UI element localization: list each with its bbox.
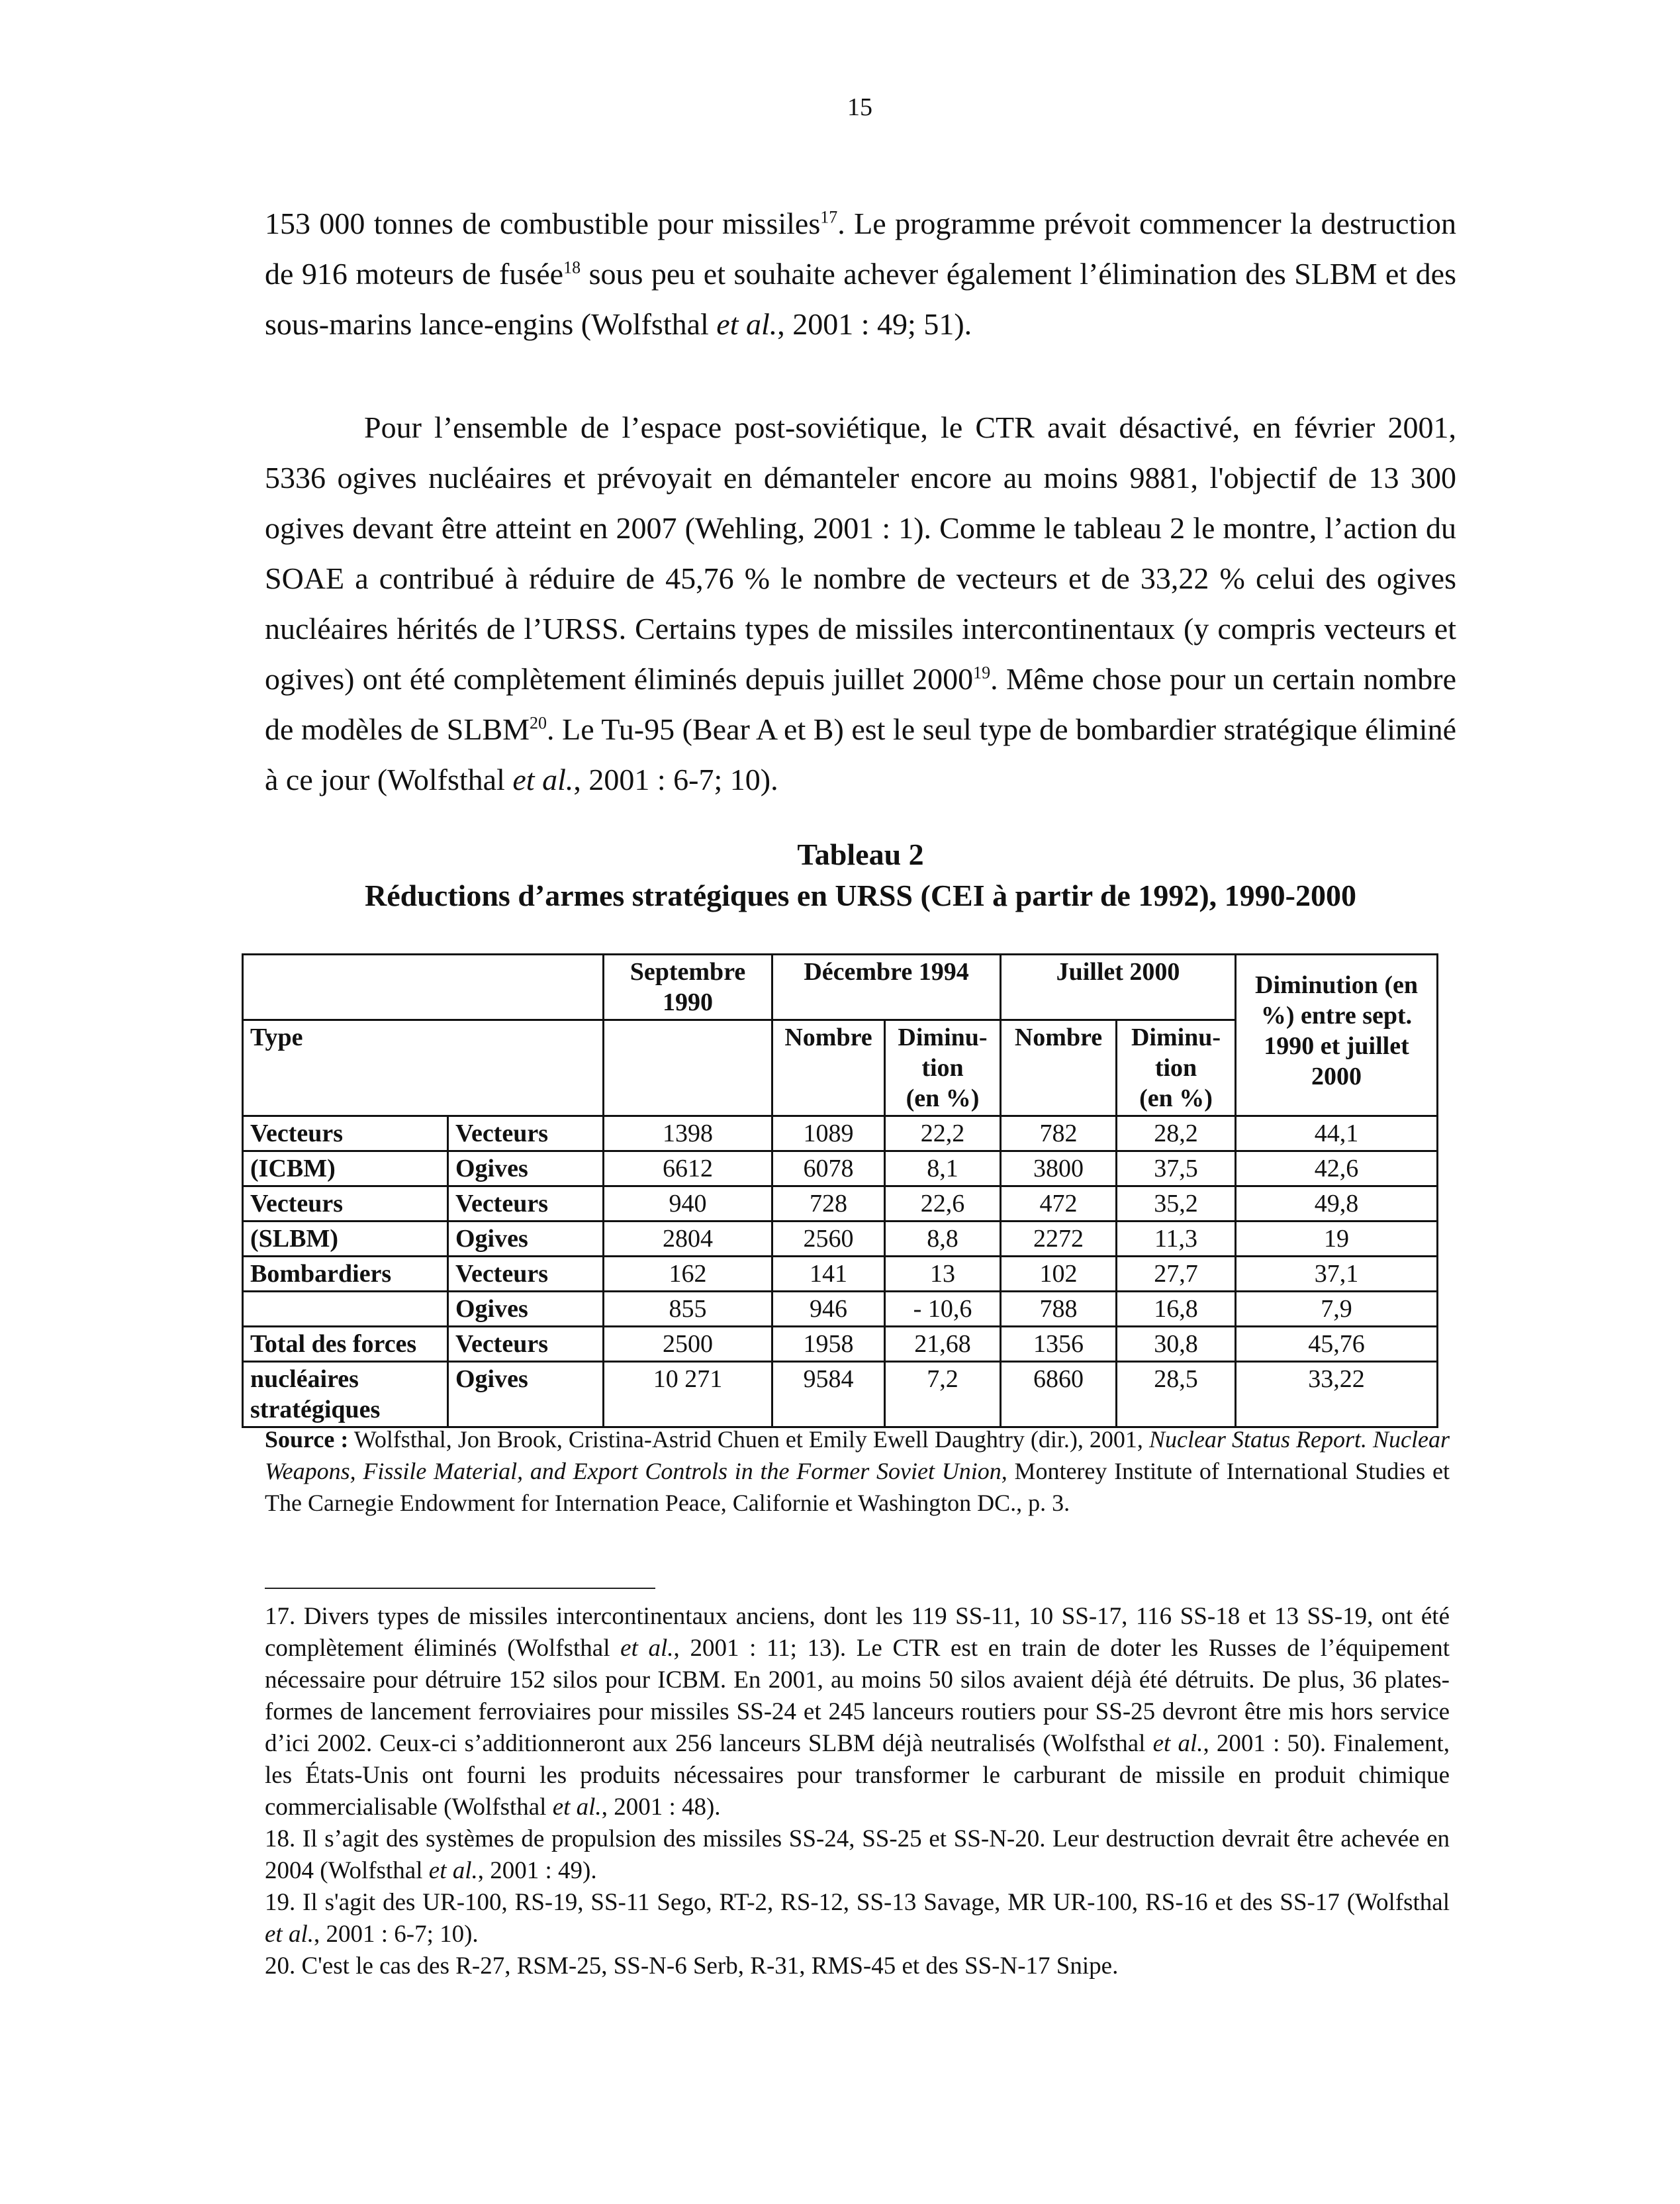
row-kind-label: Vecteurs (449, 1117, 604, 1152)
footnote-text: , 2001 : 6-7; 10). (313, 1921, 479, 1948)
table-row (244, 1222, 1438, 1257)
text-run: 153 000 tonnes de combustible pour missiles (265, 207, 821, 240)
subheader-text: Diminu- (1131, 1024, 1221, 1051)
footnote-text: 19. Il s'agit des UR-100, RS-19, SS-11 Sego, RT-2, RS-12, SS-13 Savage, MR UR-100, RS-16 et des SS-17 (Wolfsthal (265, 1889, 1450, 1916)
footnote-text: , 2001 : 48). (601, 1794, 721, 1821)
cell-dec-1994-nombre: 1089 (773, 1117, 886, 1152)
table-title: Réductions d’armes stratégiques en URSS (CEI à partir de 1992), 1990-2000 (365, 879, 1356, 912)
source-italic-title: Nuclear Status Report. Nuclear Weapons, Fissile Material, and Export Controls in the Former Soviet Union, (265, 1426, 1450, 1484)
footnote-text: 18. Il s’agit des systèmes de propulsion des missiles SS-24, SS-25 et SS-N-20. Leur destruction devrait être achevée en 2004 (Wolfsthal (265, 1825, 1450, 1884)
text-run: , 2001 : 49; 51). (777, 307, 972, 341)
cell-sept-1990: 2500 (604, 1327, 773, 1363)
source-text: Monterey Institute of International Studies et The Carnegie Endowment for Internation Peace, Californie et Washington DC., p. 3. (265, 1458, 1450, 1516)
cell-jul-2000-nombre: 6860 (1002, 1363, 1117, 1428)
header-type: Type (244, 1021, 604, 1117)
cell-jul-2000-diminution: 28,2 (1117, 1117, 1237, 1152)
cell-dec-1994-diminution: 22,6 (886, 1187, 1002, 1222)
cell-sept-1990: 855 (604, 1292, 773, 1327)
cell-sept-1990: 10 271 (604, 1363, 773, 1428)
footnote-separator (265, 1588, 655, 1589)
header-empty-cell (244, 955, 604, 1021)
row-group-label: Total des forces (244, 1327, 449, 1363)
row-kind-label: Vecteurs (449, 1257, 604, 1292)
cell-diminution-total: 44,1 (1237, 1117, 1438, 1152)
subheader-diminution-1994 (886, 1021, 1002, 1117)
cell-diminution-total: 49,8 (1237, 1187, 1438, 1222)
row-group-label (244, 1292, 449, 1327)
cell-jul-2000-diminution: 30,8 (1117, 1327, 1237, 1363)
text-run: , 2001 : 6-7; 10). (573, 763, 778, 796)
row-group-label: Vecteurs (244, 1117, 449, 1152)
footnotes (265, 1601, 1450, 1982)
header-jul-2000: Juillet 2000 (1002, 955, 1237, 1021)
table-row (244, 1292, 1438, 1327)
cell-dec-1994-diminution: 13 (886, 1257, 1002, 1292)
cell-dec-1994-nombre: 728 (773, 1187, 886, 1222)
italic-citation: et al. (512, 763, 574, 796)
footnote-ref-17: 17 (820, 207, 838, 227)
footnote-text: , 2001 : 49). (477, 1857, 597, 1884)
cell-jul-2000-diminution: 37,5 (1117, 1152, 1237, 1187)
footnote-20 (265, 1950, 1450, 1982)
subheader-nombre-1994: Nombre (773, 1021, 886, 1117)
table-label: Tableau 2 (797, 838, 924, 871)
header-sept-1990: Septembre 1990 (604, 955, 773, 1021)
footnote-text: , 2001 : 11; 13). Le CTR est en train de doter les Russes de l’équipement nécessaire pour détruire 152 silos pour ICBM. En 2001, au moins 50 silos avaient déjà été détruits. De plus, 36 plates-formes de lancement ferroviaires pour missiles SS-24 et 245 lanceurs routiers pour SS-25 devront être mis hors service d’ici 2002. Ceux-ci s’additionneront aux 256 lanceurs SLBM déjà neutralisés (Wolfsthal (265, 1635, 1450, 1757)
cell-dec-1994-diminution: 7,2 (886, 1363, 1002, 1428)
footnote-17 (265, 1601, 1450, 1823)
cell-jul-2000-nombre: 782 (1002, 1117, 1117, 1152)
body-paragraph-1 (265, 199, 1456, 350)
cell-diminution-total: 7,9 (1237, 1292, 1438, 1327)
cell-dec-1994-diminution: - 10,6 (886, 1292, 1002, 1327)
cell-diminution-total: 19 (1237, 1222, 1438, 1257)
cell-dec-1994-nombre: 946 (773, 1292, 886, 1327)
footnote-ref-20: 20 (530, 713, 547, 733)
footnote-19 (265, 1887, 1450, 1950)
header-dec-1994: Décembre 1994 (773, 955, 1002, 1021)
cell-jul-2000-diminution: 16,8 (1117, 1292, 1237, 1327)
table-row (244, 1152, 1438, 1187)
row-group-label: (ICBM) (244, 1152, 449, 1187)
text-run: . Le Tu-95 (Bear A et B) est le seul type de bombardier stratégique éliminé à ce jour (Wolfsthal (265, 712, 1456, 796)
footnote-ref-18: 18 (563, 258, 581, 277)
subheader-diminution-2000 (1117, 1021, 1237, 1117)
subheader-text: (en %) (1139, 1084, 1213, 1112)
row-kind-label: Ogives (449, 1292, 604, 1327)
italic-citation: et al. (552, 1794, 602, 1821)
row-group-label: nucléaires stratégiques (244, 1363, 449, 1428)
page-number: 15 (847, 93, 872, 121)
cell-diminution-total: 37,1 (1237, 1257, 1438, 1292)
cell-sept-1990: 2804 (604, 1222, 773, 1257)
footnote-ref-19: 19 (973, 663, 991, 683)
italic-citation: et al. (620, 1635, 674, 1662)
cell-dec-1994-nombre: 9584 (773, 1363, 886, 1428)
table-row (244, 1257, 1438, 1292)
cell-jul-2000-nombre: 2272 (1002, 1222, 1117, 1257)
row-group-label: Bombardiers (244, 1257, 449, 1292)
cell-dec-1994-nombre: 1958 (773, 1327, 886, 1363)
footnote-text: 17. Divers types de missiles intercontinentaux anciens, dont les 119 SS-11, 10 SS-17, 116 SS-18 et 13 SS-19, ont été complètement éliminés (Wolfsthal (265, 1603, 1450, 1662)
cell-jul-2000-nombre: 1356 (1002, 1327, 1117, 1363)
footnote-text: , 2001 : 50). Finalement, les États-Unis ont fourni les produits nécessaires pour transformer le carburant de missile en produit chimique commercialisable (Wolfsthal (265, 1730, 1450, 1821)
cell-diminution-total: 45,76 (1237, 1327, 1438, 1363)
footnote-text: 20. C'est le cas des R-27, RSM-25, SS-N-6 Serb, R-31, RMS-45 et des SS-N-17 Snipe. (265, 1952, 1119, 1980)
cell-dec-1994-diminution: 8,8 (886, 1222, 1002, 1257)
cell-jul-2000-diminution: 35,2 (1117, 1187, 1237, 1222)
row-kind-label: Ogives (449, 1152, 604, 1187)
cell-sept-1990: 940 (604, 1187, 773, 1222)
cell-jul-2000-nombre: 102 (1002, 1257, 1117, 1292)
table-row (244, 1327, 1438, 1363)
table-container (242, 953, 1436, 1428)
cell-jul-2000-nombre: 788 (1002, 1292, 1117, 1327)
text-run: . Le programme prévoit commencer la destruction de 916 moteurs de fusée (265, 207, 1457, 291)
cell-jul-2000-diminution: 11,3 (1117, 1222, 1237, 1257)
cell-dec-1994-diminution: 22,2 (886, 1117, 1002, 1152)
subheader-nombre-2000: Nombre (1002, 1021, 1117, 1117)
cell-sept-1990: 162 (604, 1257, 773, 1292)
table-row (244, 1363, 1438, 1428)
cell-dec-1994-nombre: 6078 (773, 1152, 886, 1187)
italic-citation: et al. (716, 307, 778, 341)
italic-citation: et al. (1152, 1730, 1203, 1757)
row-kind-label: Ogives (449, 1363, 604, 1428)
table-caption (252, 834, 1470, 916)
italic-citation: et al. (428, 1857, 478, 1884)
row-kind-label: Ogives (449, 1222, 604, 1257)
footnote-18 (265, 1823, 1450, 1887)
cell-jul-2000-nombre: 3800 (1002, 1152, 1117, 1187)
subheader-text: (en %) (906, 1084, 980, 1112)
table-row (244, 1187, 1438, 1222)
body-paragraph-2 (265, 403, 1456, 805)
subheader-text: tion (921, 1054, 964, 1082)
text-run: Pour l’ensemble de l’espace post-soviétique, le CTR avait désactivé, en février 2001, 5336 ogives nucléaires et prévoyait en démanteler encore au moins 9881, l'objectif de 13 300 ogives devant être atteint en 2007 (Wehling, 2001 : 1). Comme le tableau 2 le montre, l’action du SOAE a contribué à réduire de 45,76 % le nombre de vecteurs et de 33,22 % celui des ogives nucléaires hérités de l’URSS. Certains types de missiles intercontinentaux (y compris vecteurs et ogives) ont été complètement éliminés depuis juillet 2000 (265, 410, 1456, 696)
subheader-text: tion (1154, 1054, 1197, 1082)
cell-dec-1994-diminution: 8,1 (886, 1152, 1002, 1187)
cell-diminution-total: 42,6 (1237, 1152, 1438, 1187)
cell-jul-2000-diminution: 27,7 (1117, 1257, 1237, 1292)
cell-dec-1994-diminution: 21,68 (886, 1327, 1002, 1363)
cell-sept-1990: 1398 (604, 1117, 773, 1152)
source-label: Source : (265, 1426, 349, 1453)
row-kind-label: Vecteurs (449, 1327, 604, 1363)
row-kind-label: Vecteurs (449, 1187, 604, 1222)
cell-dec-1994-nombre: 2560 (773, 1222, 886, 1257)
cell-sept-1990: 6612 (604, 1152, 773, 1187)
table-source-note (265, 1423, 1450, 1519)
cell-diminution-total: 33,22 (1237, 1363, 1438, 1428)
text-run: . Même chose pour un certain nombre de modèles de SLBM (265, 662, 1457, 746)
cell-jul-2000-diminution: 28,5 (1117, 1363, 1237, 1428)
data-table (242, 953, 1438, 1428)
row-group-label: (SLBM) (244, 1222, 449, 1257)
table-row (244, 1117, 1438, 1152)
cell-jul-2000-nombre: 472 (1002, 1187, 1117, 1222)
source-text: Wolfsthal, Jon Brook, Cristina-Astrid Chuen et Emily Ewell Daughtry (dir.), 2001, (348, 1426, 1149, 1453)
header-diminution: Diminution (en %) entre sept. 1990 et juillet 2000 (1237, 955, 1438, 1117)
subheader-empty-cell (604, 1021, 773, 1117)
text-run: sous peu et souhaite achever également l’élimination des SLBM et des sous-marins lance-engins (Wolfsthal (265, 257, 1457, 341)
italic-citation: et al. (265, 1921, 314, 1948)
cell-dec-1994-nombre: 141 (773, 1257, 886, 1292)
table-header-row (244, 955, 1438, 1021)
subheader-text: Diminu- (898, 1024, 988, 1051)
row-group-label: Vecteurs (244, 1187, 449, 1222)
